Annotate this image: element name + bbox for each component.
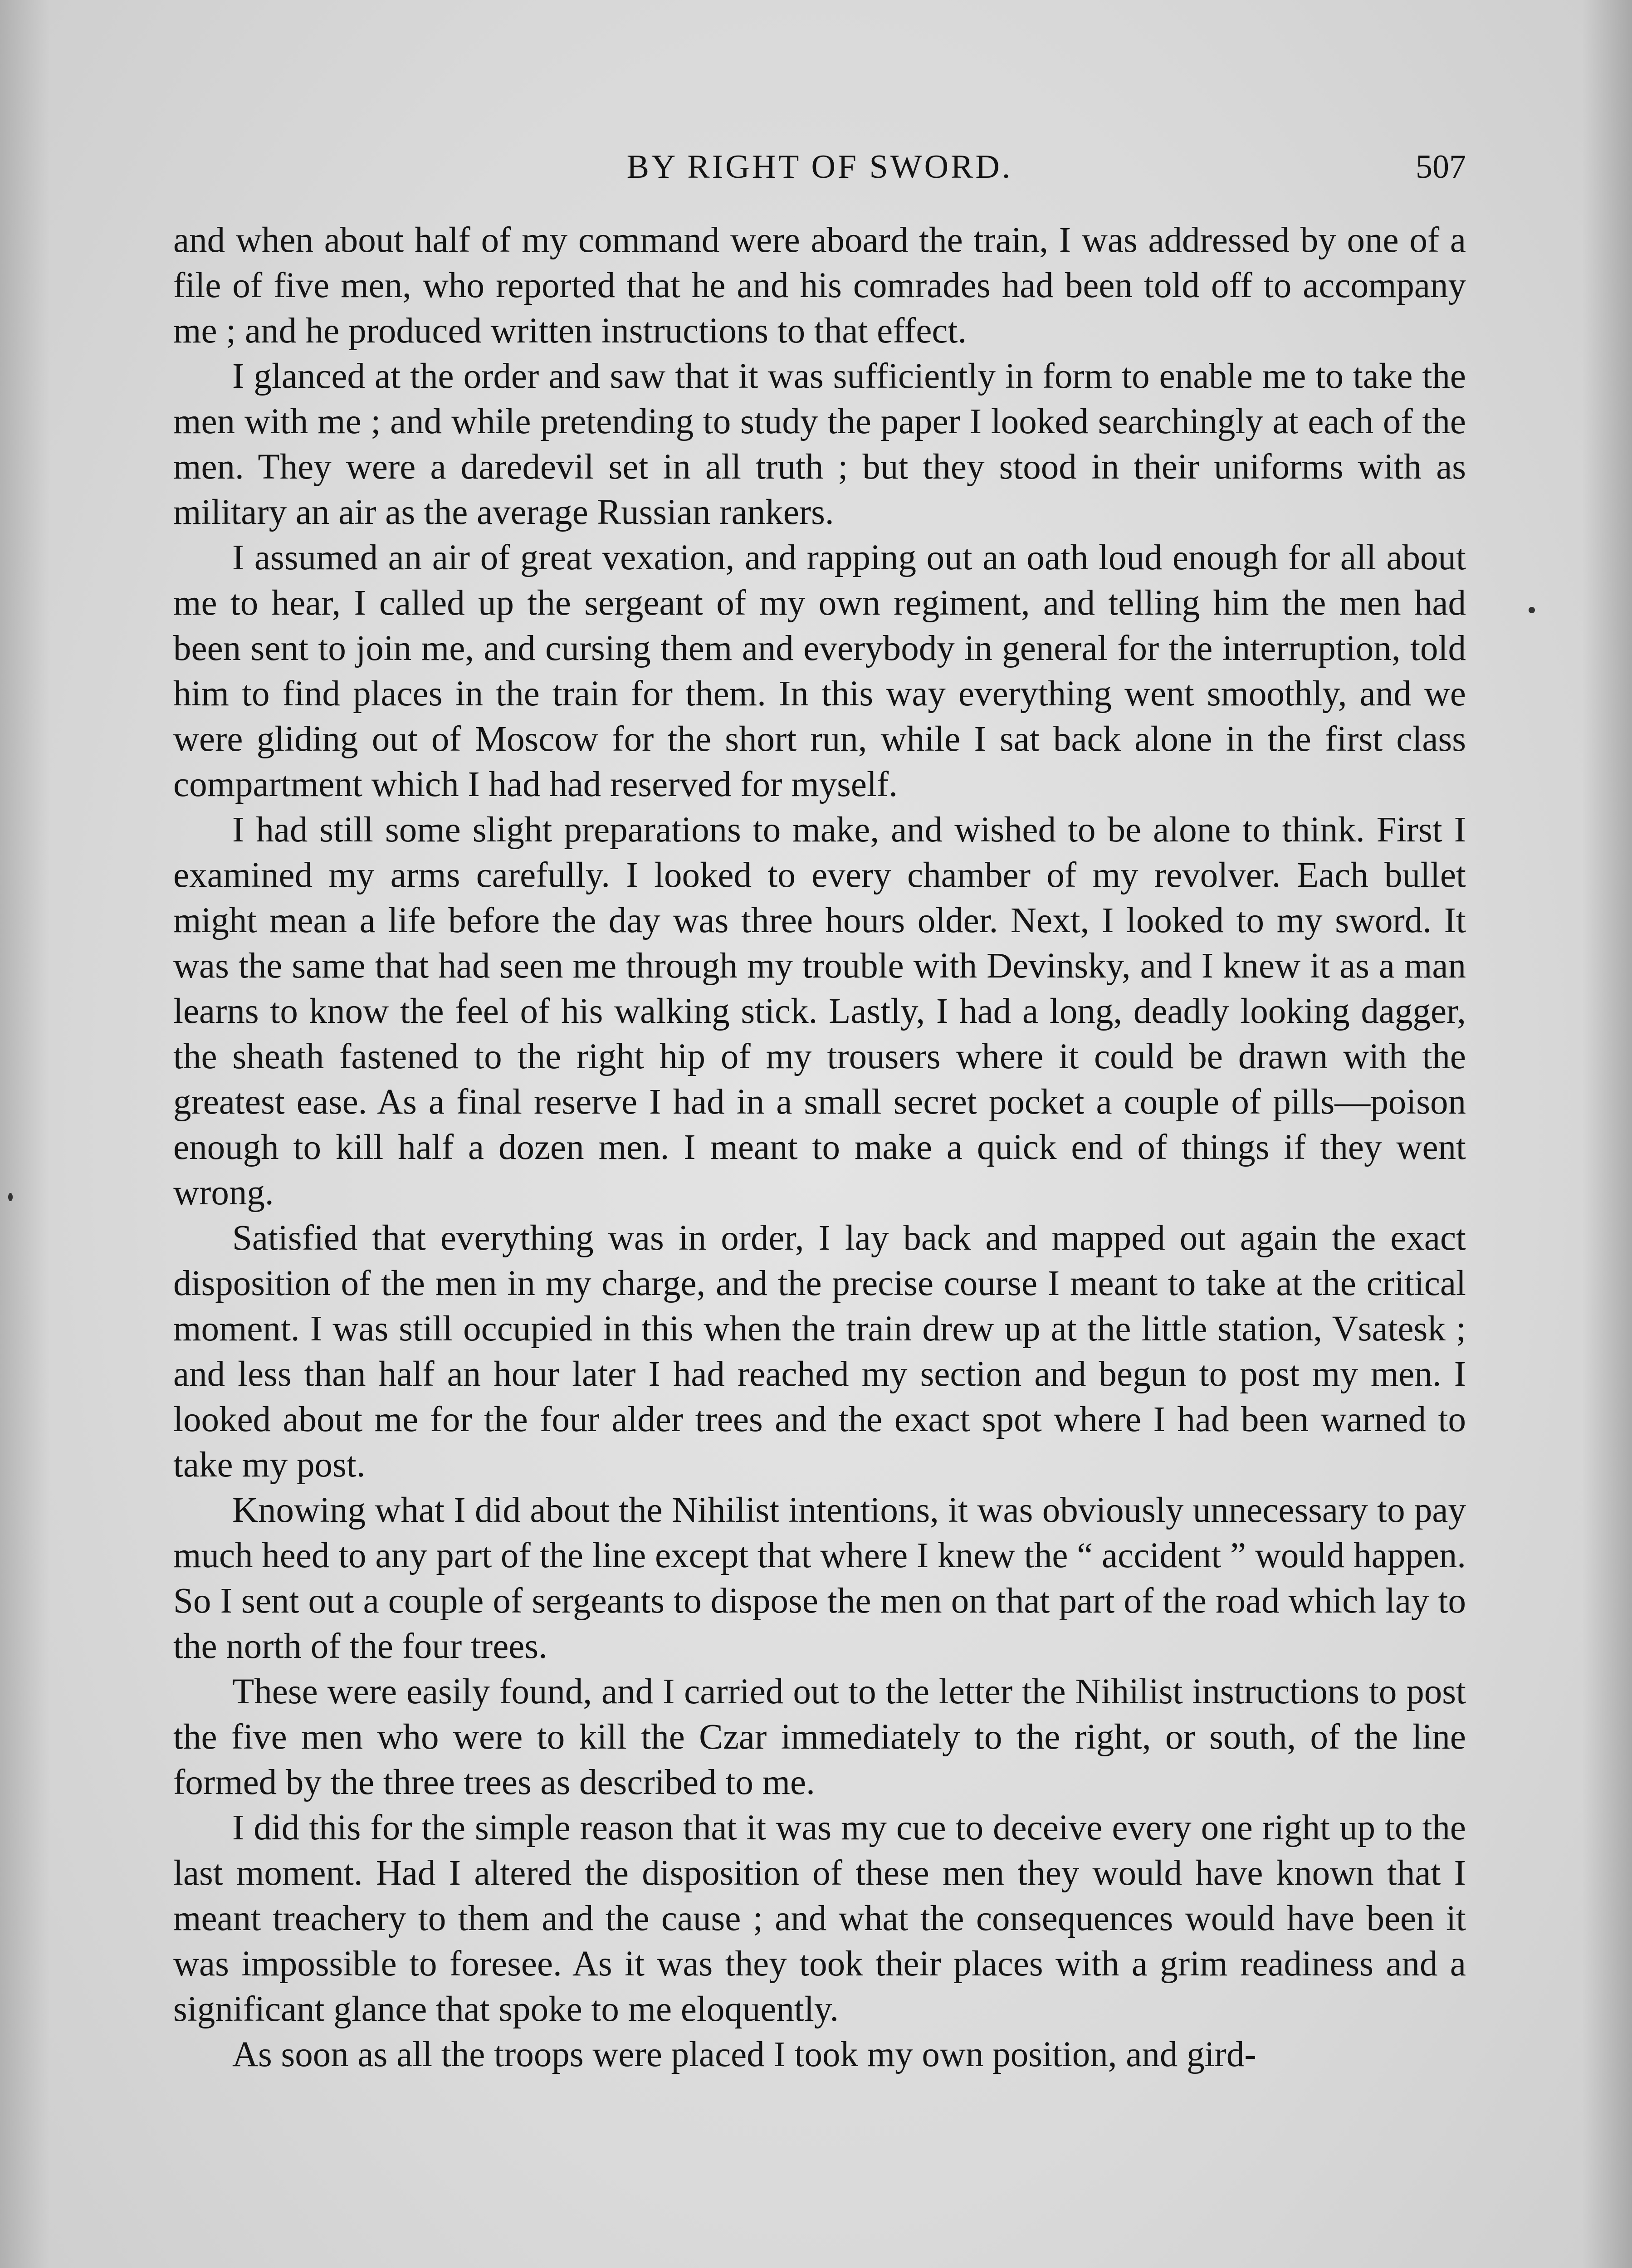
paragraph: As soon as all the troops were placed I took my own position, and gird- (232, 2035, 1256, 2074)
page-edge-shadow-left (0, 0, 50, 2268)
paragraph: These were easily found, and I carried out to the letter the Nihilist instructions to post the five men who were to kill the Czar immediately to the right, or south, of the line formed by the three trees as described to me. (173, 1672, 1466, 1802)
page-number: 507 (1416, 148, 1466, 186)
paragraph: I had still some slight preparations to make, and wished to be alone to think. First I examined my arms carefully. I looked to every chamber of my revolver. Each bullet might mean a life before the day was three hours older. Next, I looked to my sword. It was the same that had seen me through my trouble with Devinsky, and I knew it as a man learns to know the feel of his walking stick. Lastly, I had a long, deadly looking dagger, the sheath fastened to the right hip of my trousers where it could be drawn with the greatest ease. As a final reserve I had in a small secret pocket a couple of pills—poison enough to kill half a dozen men. I meant to make a quick end of things if they went wrong. (173, 810, 1466, 1212)
page-edge-shadow-right (1582, 0, 1632, 2268)
paragraph: Satisfied that everything was in order, I lay back and mapped out again the exact disposition of the men in my charge, and the precise course I meant to take at the critical moment. I was still occupied in this when the train drew up at the little station, Vsatesk ; and less than half an hour later I had reached my section and begun to post my men. I looked about me for the four alder trees and the exact spot where I had been warned to take my post. (173, 1218, 1466, 1485)
ink-speck (8, 1193, 13, 1201)
paragraph: I assumed an air of great vexation, and rapping out an oath loud enough for all about me to hear, I called up the sergeant of my own regiment, and telling him the men had been sent to join me, and cursing them and everybody in general for the interruption, told him to find places in the train for them. In this way everything went smoothly, and we were gliding out of Moscow for the short run, while I sat back alone in the first class compartment which I had had reserved for myself. (173, 538, 1466, 804)
body-text (173, 218, 1466, 2077)
paragraph: I glanced at the order and saw that it was sufficiently in form to enable me to take the men with me ; and while pretending to study the paper I looked searchingly at each of the men. They were a daredevil set in all truth ; but they stood in their uniforms with as military an air as the average Russian rankers. (173, 357, 1466, 532)
running-title: BY RIGHT OF SWORD. (626, 148, 1013, 186)
paragraph: Knowing what I did about the Nihilist intentions, it was obviously unnecessary to pay much heed to any part of the line except that where I knew the “ accident ” would happen. So I sent out a couple of sergeants to dispose the men on that part of the road which lay to the north of the four trees. (173, 1491, 1466, 1666)
paragraph: and when about half of my command were aboard the train, I was addressed by one of a file of five men, who reported that he and his comrades had been told off to accompany me ; and he produced written instructions to that effect. (173, 220, 1466, 351)
paragraph: I did this for the simple reason that it was my cue to deceive every one right up to the last moment. Had I altered the disposition of these men they would have known that I meant treachery to them and the cause ; and what the consequences would have been it was impossible to foresee. As it was they took their places with a grim readiness and a significant glance that spoke to me eloquently. (173, 1808, 1466, 2029)
page-header (173, 144, 1466, 194)
ink-speck (1529, 607, 1535, 613)
